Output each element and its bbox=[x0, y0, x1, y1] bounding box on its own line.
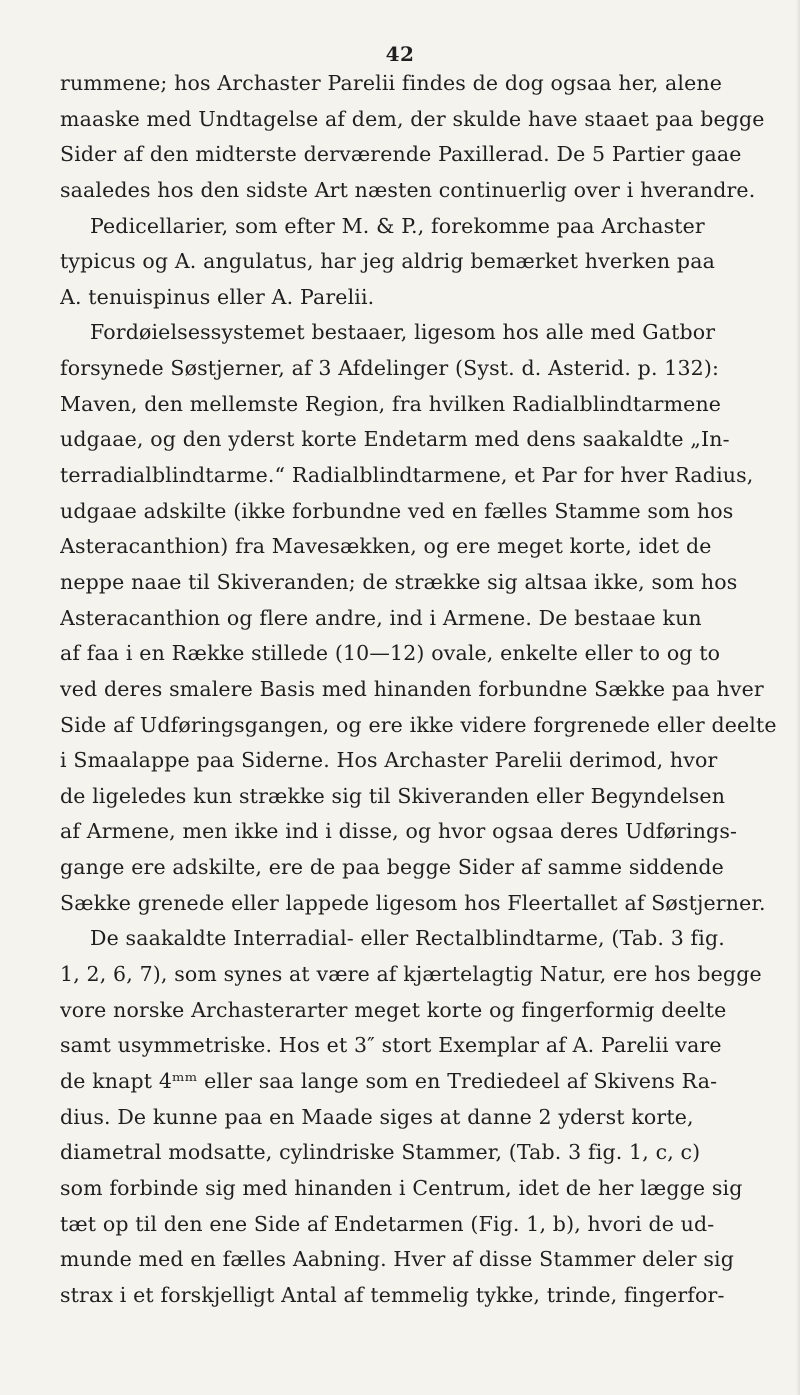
text-line: strax i et forskjelligt Antal af temmelig tykke, trinde, fingerfor- bbox=[60, 1282, 725, 1307]
page-edge-shadow bbox=[796, 0, 800, 1395]
text-line: de knapt 4ᵐᵐ eller saa lange som en Trediedeel af Skivens Ra- bbox=[60, 1068, 718, 1093]
page-number: 42 bbox=[385, 42, 415, 66]
text-line: af Armene, men ikke ind i disse, og hvor ogsaa deres Udførings- bbox=[60, 819, 738, 844]
text-line: rummene; hos Archaster Parelii findes de dog ogsaa her, alene bbox=[60, 71, 723, 95]
text-line: som forbinde sig med hinanden i Centrum, idet de her lægge sig bbox=[60, 1175, 743, 1200]
text-line: neppe naae til Skiveranden; de strække sig altsaa ikke, som hos bbox=[60, 569, 738, 594]
text-line: maaske med Undtagelse af dem, der skulde have staaet paa begge bbox=[60, 106, 765, 131]
paragraph-start-line: Pedicellarier, som efter M. & P., forekomme paa Archaster bbox=[90, 213, 705, 238]
text-line: Maven, den mellemste Region, fra hvilken Radialblindtarmene bbox=[60, 391, 722, 416]
text-line: af faa i en Række stillede (10—12) ovale, enkelte eller to og to bbox=[60, 641, 721, 666]
text-line: vore norske Archasterarter meget korte og fingerformig deelte bbox=[60, 997, 727, 1022]
text-line: de ligeledes kun strække sig til Skiveranden eller Begyndelsen bbox=[60, 783, 726, 808]
text-line: 1, 2, 6, 7), som synes at være af kjærtelagtig Natur, ere hos begge bbox=[60, 962, 762, 987]
text-line: tæt op til den ene Side af Endetarmen (Fig. 1, b), hvori de ud- bbox=[60, 1211, 715, 1236]
text-line: saaledes hos den sidste Art næsten continuerlig over i hverandre. bbox=[60, 177, 756, 202]
text-line: typicus og A. angulatus, har jeg aldrig bemærket hverken paa bbox=[60, 249, 715, 274]
paragraph-start-line: De saakaldte Interradial- eller Rectalblindtarme, (Tab. 3 fig. bbox=[90, 926, 725, 951]
text-line: Side af Udføringsgangen, og ere ikke videre forgrenede eller deelte bbox=[60, 712, 777, 737]
text-line: Asteracanthion og flere andre, ind i Armene. De bestaae kun bbox=[60, 605, 702, 630]
text-line: udgaae, og den yderst korte Endetarm med dens saakaldte „In- bbox=[60, 427, 730, 452]
text-line: dius. De kunne paa en Maade siges at danne 2 yderst korte, bbox=[60, 1104, 694, 1129]
text-line: gange ere adskilte, ere de paa begge Sider af samme siddende bbox=[60, 855, 724, 880]
text-line: i Smaalappe paa Siderne. Hos Archaster Parelii derimod, hvor bbox=[60, 748, 718, 773]
text-line: samt usymmetriske. Hos et 3″ stort Exemplar af A. Parelii vare bbox=[60, 1033, 722, 1058]
text-line: udgaae adskilte (ikke forbundne ved en fælles Stamme som hos bbox=[60, 498, 734, 523]
text-line: forsynede Søstjerner, af 3 Afdelinger (Syst. d. Asterid. p. 132): bbox=[60, 356, 720, 381]
text-line: terradialblindtarme.“ Radialblindtarmene, et Par for hver Radius, bbox=[60, 463, 754, 488]
text-line: Sider af den midterste derværende Paxillerad. De 5 Partier gaae bbox=[60, 142, 742, 167]
body-text bbox=[60, 66, 780, 1313]
text-line: Sække grenede eller lappede ligesom hos Fleertallet af Søstjerner. bbox=[60, 890, 766, 915]
text-line: Asteracanthion) fra Mavesækken, og ere meget korte, idet de bbox=[60, 534, 712, 559]
text-line: diametral modsatte, cylindriske Stammer, (Tab. 3 fig. 1, c, c) bbox=[60, 1140, 701, 1165]
paragraph-start-line: Fordøielsessystemet bestaaer, ligesom hos alle med Gatbor bbox=[90, 320, 716, 345]
text-line: ved deres smalere Basis med hinanden forbundne Sække paa hver bbox=[60, 676, 764, 701]
text-line: munde med en fælles Aabning. Hver af disse Stammer deler sig bbox=[60, 1247, 734, 1272]
text-line: A. tenuispinus eller A. Parelii. bbox=[60, 284, 375, 309]
